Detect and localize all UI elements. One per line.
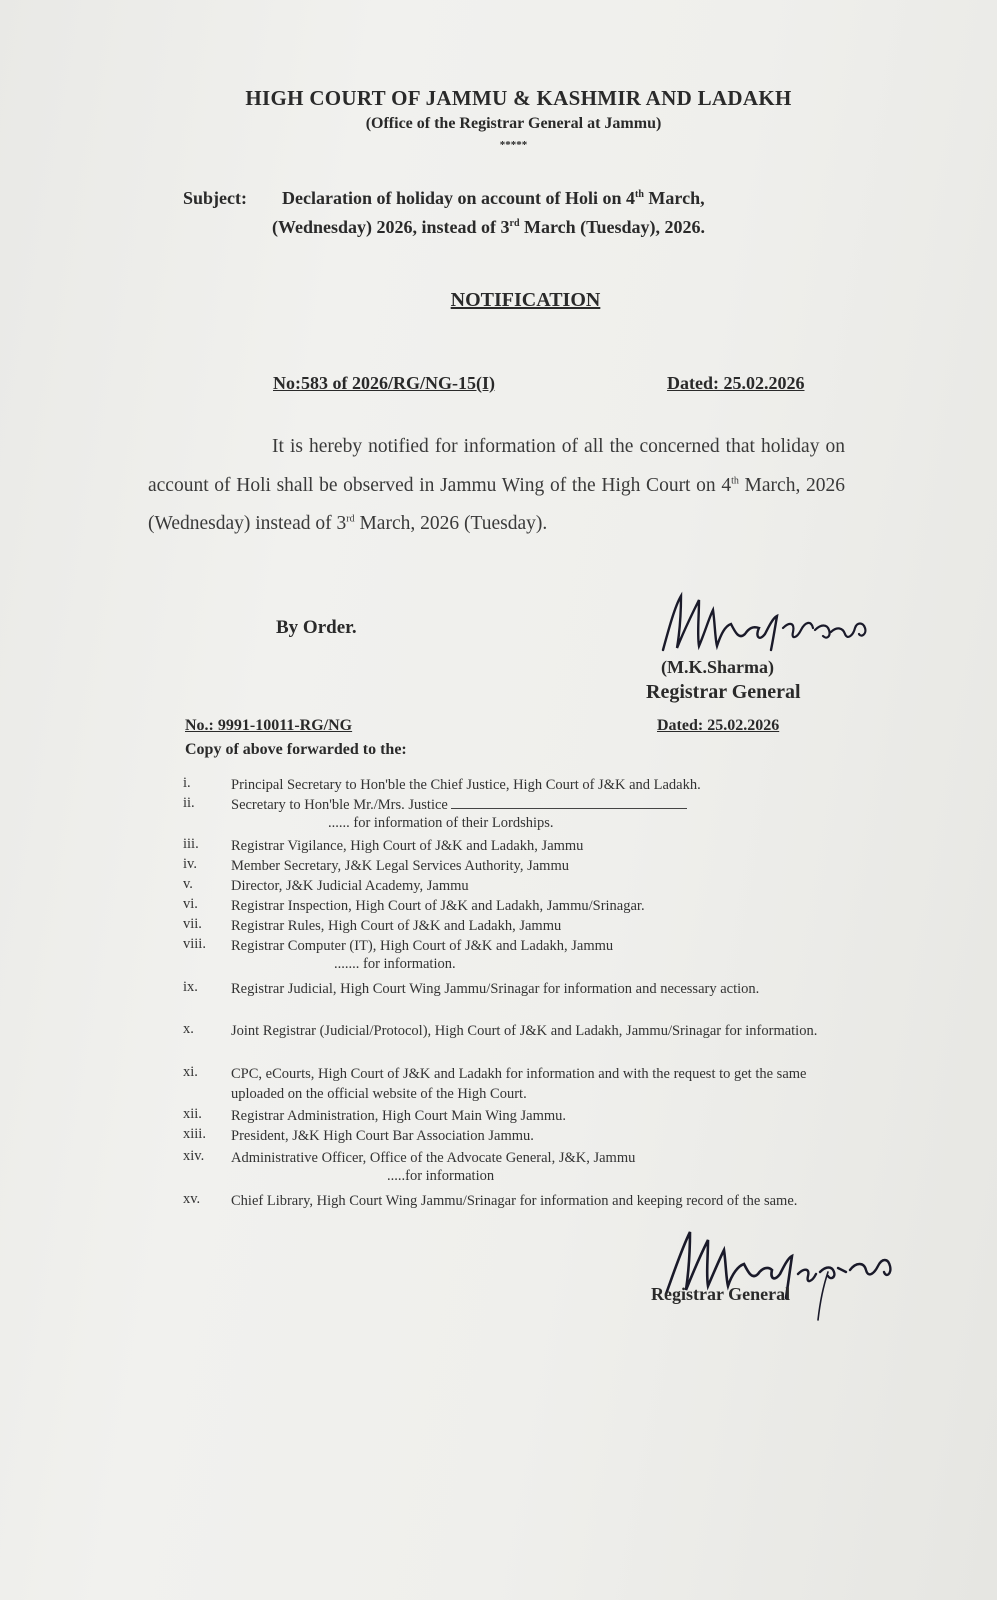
list-item-number: i.	[183, 775, 191, 791]
list-item: Director, J&K Judicial Academy, Jammu	[231, 878, 469, 894]
notification-number: No:583 of 2026/RG/NG-15(I)	[273, 373, 495, 393]
list-item-number: iv.	[183, 856, 197, 872]
list-item-number: xi.	[183, 1064, 198, 1080]
list-item: Principal Secretary to Hon'ble the Chief Justice, High Court of J&K and Ladakh.	[231, 777, 701, 793]
list-item: Registrar Inspection, High Court of J&K and Ladakh, Jammu/Srinagar.	[231, 898, 645, 914]
list-item: Registrar Administration, High Court Main Wing Jammu.	[231, 1108, 567, 1124]
list-item: CPC, eCourts, High Court of J&K and Ladakh for information and with the request to get the same uploaded on the official website of the High Court.	[231, 1066, 807, 1102]
list-item: Member Secretary, J&K Legal Services Authority, Jammu	[231, 858, 569, 874]
list-item-number: v.	[183, 876, 193, 892]
list-item: Registrar Computer (IT), High Court of J&K and Ladakh, Jammu	[231, 938, 614, 954]
forwarding-number: No.: 9991-10011-RG/NG	[185, 717, 353, 734]
forwarding-heading: Copy of above forwarded to the:	[185, 741, 407, 758]
court-name-heading: HIGH COURT OF JAMMU & KASHMIR AND LADAKH	[245, 86, 792, 110]
list-item-number: vii.	[183, 916, 202, 932]
list-item-continuation: ...... for information of their Lordships.	[328, 815, 554, 831]
closing-signatory-title: Registrar General	[651, 1284, 791, 1304]
signatory-name: (M.K.Sharma)	[661, 657, 774, 677]
subject-line-1: Declaration of holiday on account of Holi on 4th March,	[282, 188, 705, 208]
by-order-text: By Order.	[276, 617, 357, 638]
list-item: Registrar Rules, High Court of J&K and Ladakh, Jammu	[231, 918, 562, 934]
list-item: Secretary to Hon'ble Mr./Mrs. Justice	[231, 795, 851, 815]
signature-2	[660, 1222, 910, 1322]
list-item-number: viii.	[183, 936, 206, 952]
list-item: Registrar Vigilance, High Court of J&K and Ladakh, Jammu	[231, 838, 584, 854]
justice-name-blank	[451, 796, 687, 809]
list-item-number: x.	[183, 1021, 194, 1037]
list-item-number: ix.	[183, 979, 198, 995]
notification-date: Dated: 25.02.2026	[667, 373, 805, 393]
forwarding-date: Dated: 25.02.2026	[657, 717, 780, 734]
office-subheading: (Office of the Registrar General at Jammu)	[365, 115, 662, 132]
list-item: Administrative Officer, Office of the Advocate General, J&K, Jammu	[231, 1150, 636, 1166]
list-item: Joint Registrar (Judicial/Protocol), High Court of J&K and Ladakh, Jammu/Srinagar for information.	[231, 1023, 818, 1039]
notification-body: It is hereby notified for information of all the concerned that holiday on account of Holi shall be observed in Jammu Wing of the High Court on 4th March, 2026 (Wednesday) instead of 3rd March, 2026 (Tuesday).	[148, 436, 845, 534]
list-item-number: iii.	[183, 836, 199, 852]
subject-line-2: (Wednesday) 2026, instead of 3rd March (Tuesday), 2026.	[272, 217, 706, 237]
subject-label: Subject:	[183, 188, 247, 208]
list-item: Registrar Judicial, High Court Wing Jammu/Srinagar for information and necessary action.	[231, 981, 760, 997]
signatory-title: Registrar General	[646, 681, 801, 703]
list-item: President, J&K High Court Bar Association Jammu.	[231, 1128, 534, 1144]
list-item-number: ii.	[183, 795, 195, 811]
list-item-number: xiii.	[183, 1126, 206, 1142]
list-item-number: vi.	[183, 896, 198, 912]
header-stars: *****	[499, 139, 528, 151]
list-item-continuation: ....... for information.	[334, 956, 456, 972]
list-item-continuation: .....for information	[387, 1168, 495, 1184]
list-item: Chief Library, High Court Wing Jammu/Srinagar for information and keeping record of the same.	[231, 1193, 798, 1209]
notification-title: NOTIFICATION	[450, 289, 601, 311]
list-item-number: xii.	[183, 1106, 202, 1122]
list-item-number: xv.	[183, 1191, 201, 1207]
list-item-number: xiv.	[183, 1148, 205, 1164]
